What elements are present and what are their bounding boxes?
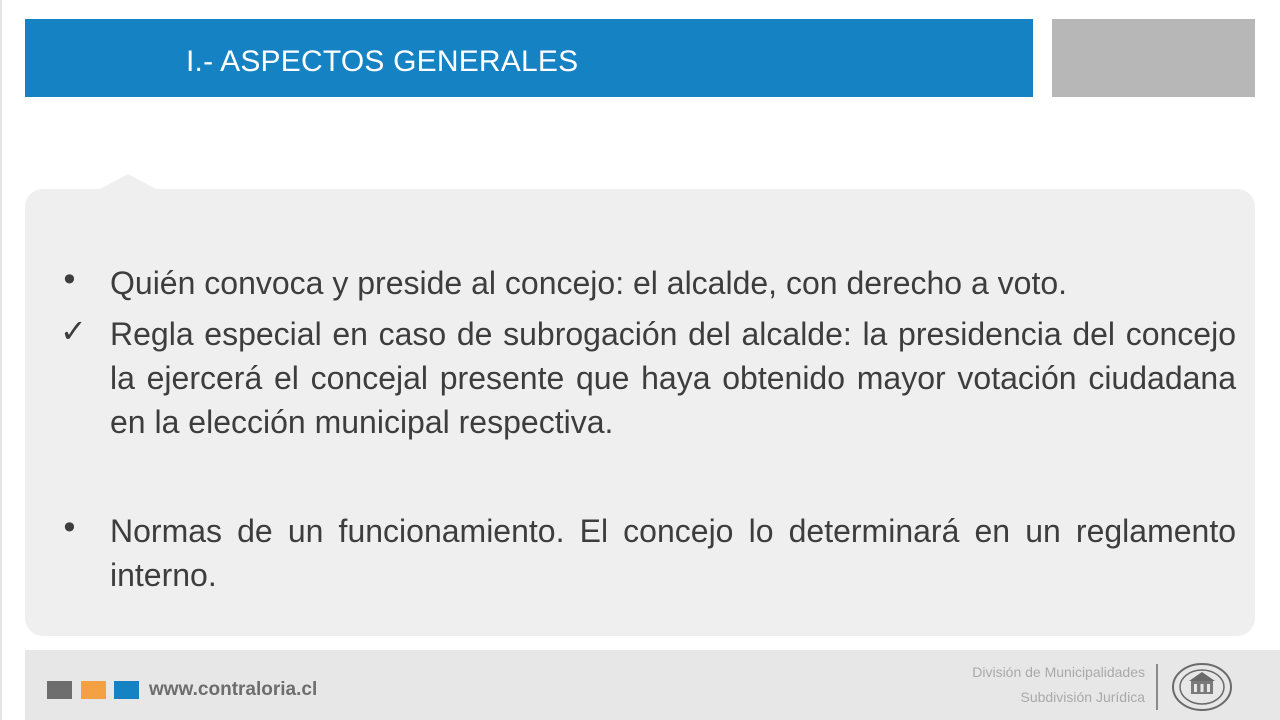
footer-square-gray — [47, 681, 72, 699]
division-label: División de Municipalidades — [972, 664, 1145, 680]
slide-title: I.- ASPECTOS GENERALES — [186, 45, 579, 78]
bullet-marker: • — [60, 509, 79, 547]
footer-divider — [1156, 664, 1158, 710]
bullet-text-normas: Normas de un funcionamiento. El concejo lo determinará en un reglamento interno. — [110, 513, 1236, 593]
footer-square-orange — [81, 681, 106, 699]
bullet-text-regla-especial: Regla especial en caso de subrogación del alcalde: la presidencia del concejo la ejercerá el concejal presente que haya obtenido mayor votación ciudadana en la elección municipal respectiva. — [110, 316, 1236, 440]
title-accent-block — [1052, 19, 1255, 97]
website-link[interactable]: www.contraloria.cl — [149, 679, 318, 700]
left-edge-line — [0, 0, 2, 720]
contraloria-seal-icon — [1171, 662, 1233, 712]
footer-square-blue — [114, 681, 139, 699]
panel-notch — [98, 174, 158, 190]
bullet-text-convoca: Quién convoca y preside al concejo: el alcalde, con derecho a voto. — [110, 265, 1068, 301]
bullet-marker: • — [60, 261, 79, 299]
checkmark-icon: ✓ — [60, 312, 87, 350]
subdivision-label: Subdivisión Jurídica — [1020, 689, 1145, 705]
